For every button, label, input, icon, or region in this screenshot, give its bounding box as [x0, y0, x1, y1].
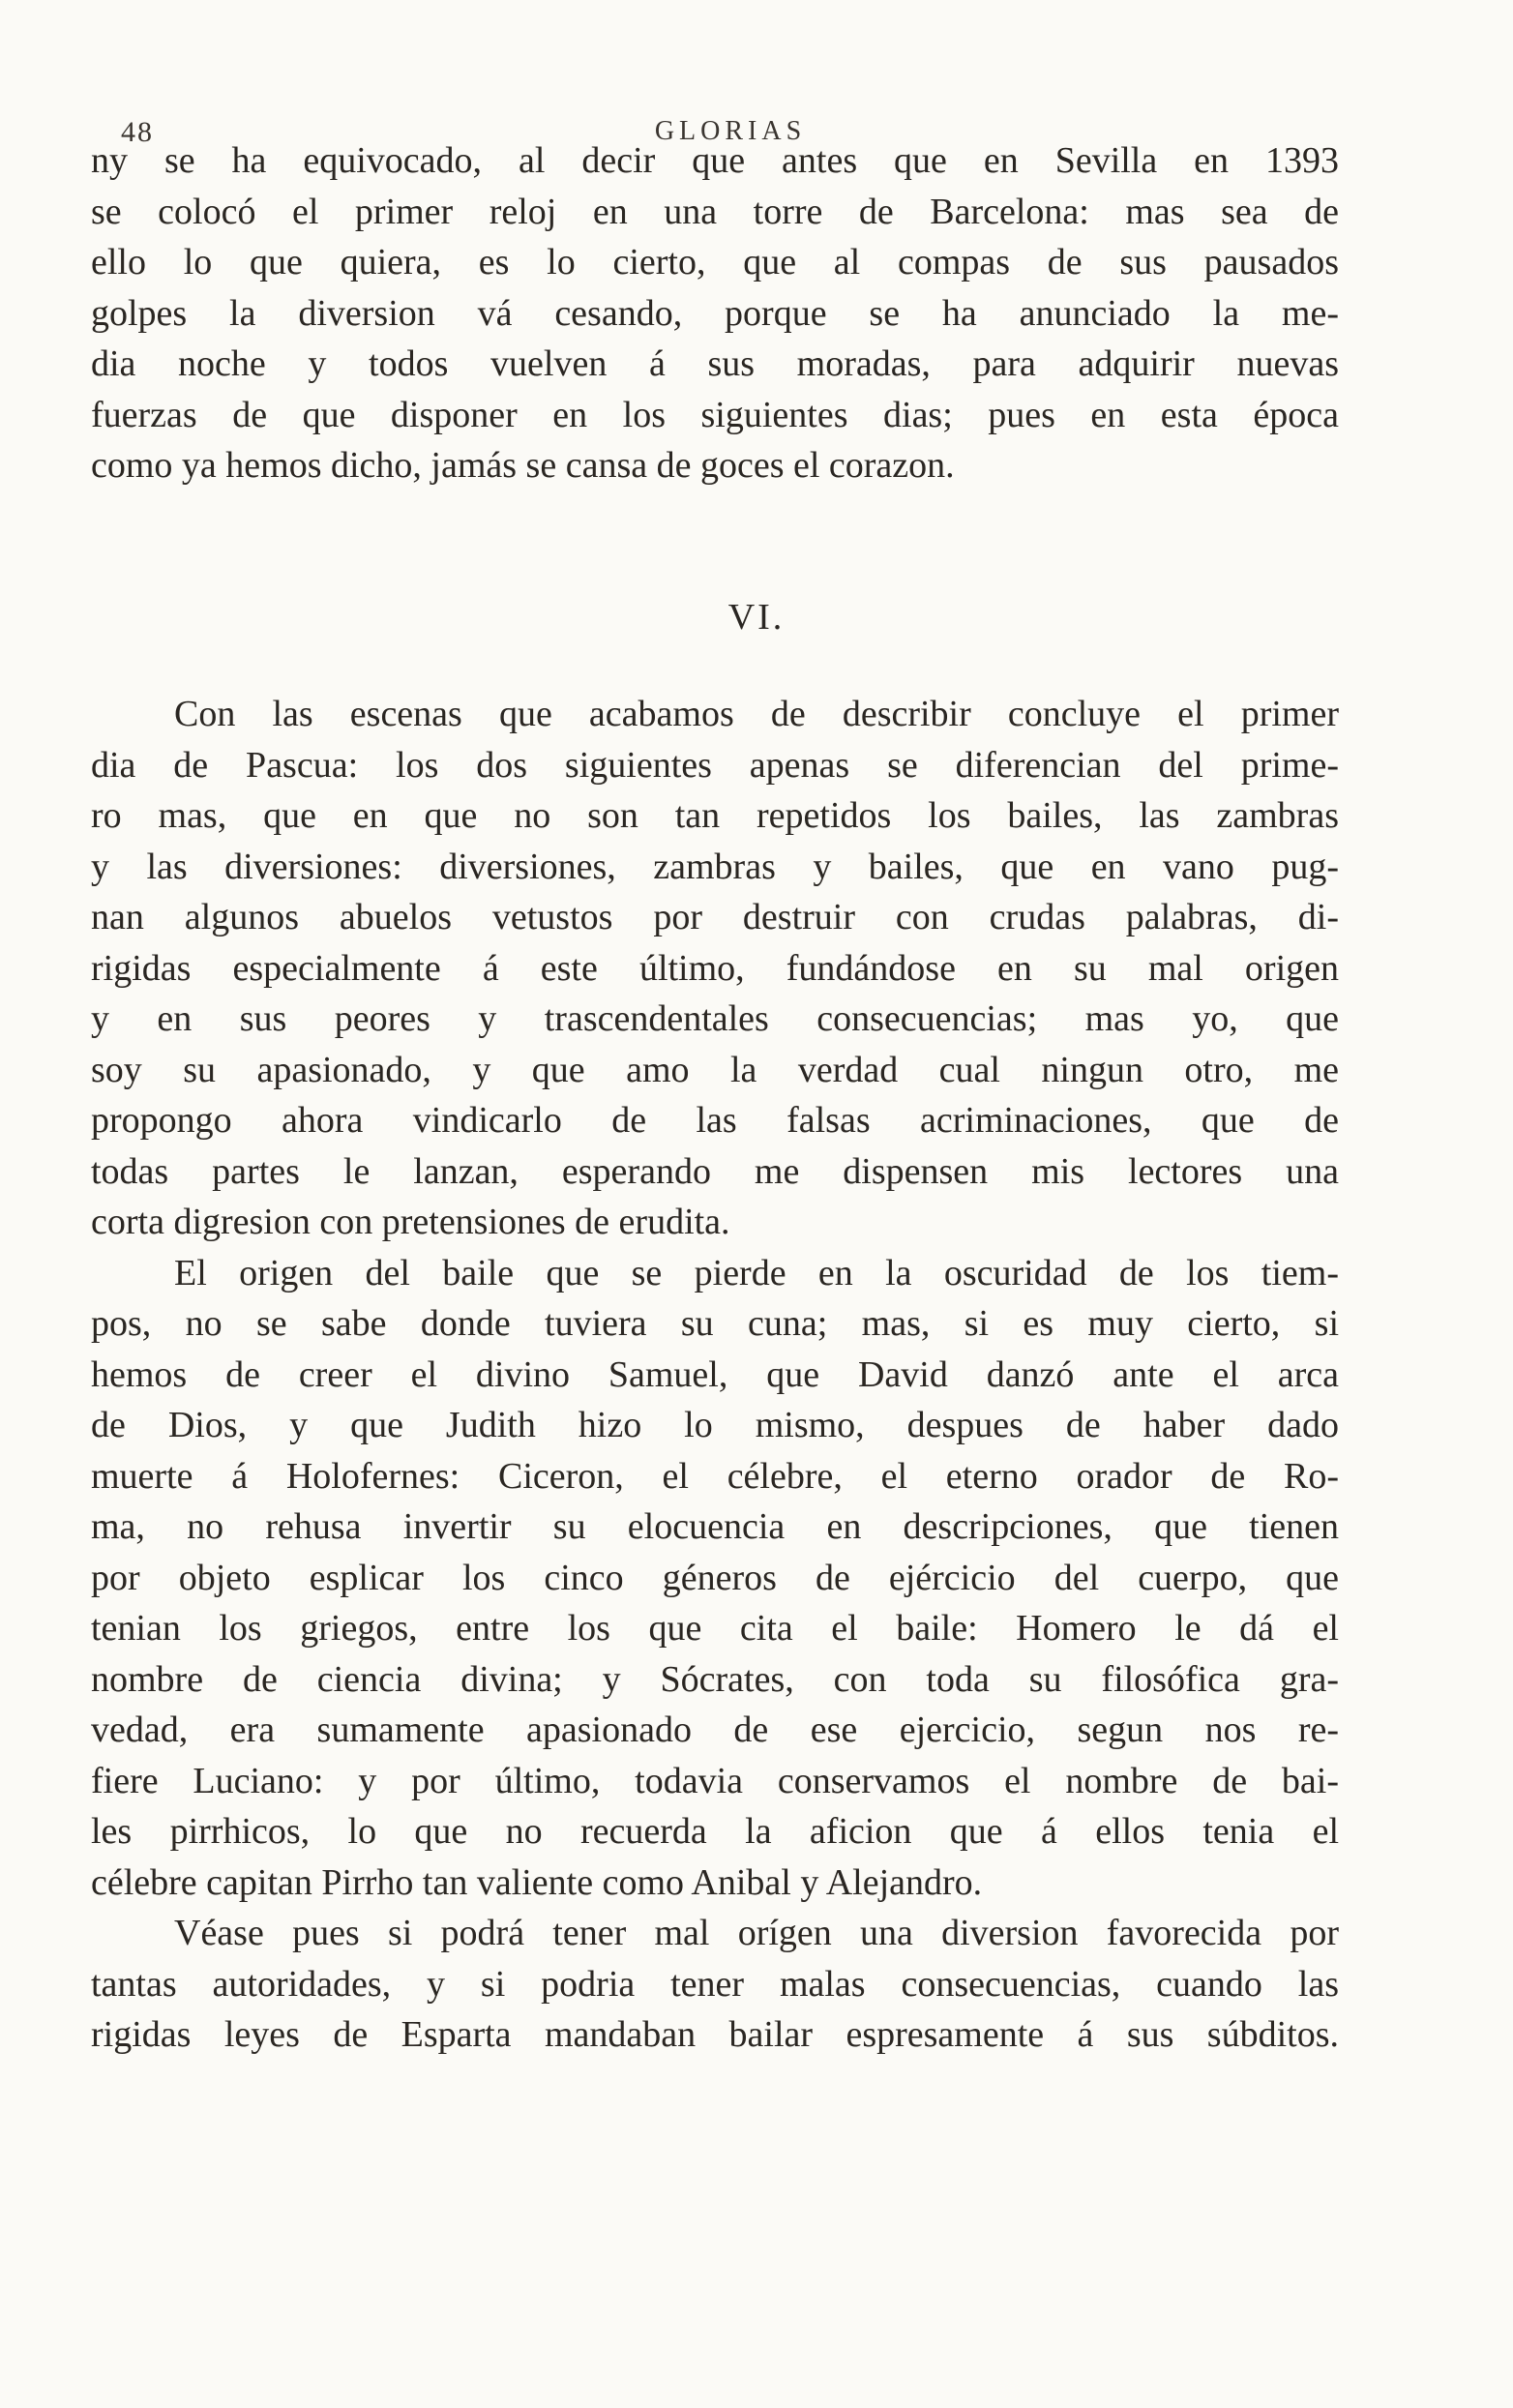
text-line: ro mas, que en que no son tan repetidos los bailes, las zambras: [91, 795, 1339, 836]
text-line: y en sus peores y trascendentales consecuencias; mas yo, que: [91, 998, 1339, 1039]
text-line: tenian los griegos, entre los que cita el baile: Homero le dá el: [91, 1608, 1339, 1649]
text-line: todas partes le lanzan, esperando me dispensen mis lectores una: [91, 1150, 1339, 1192]
text-line: rigidas especialmente á este último, fundándose en su mal origen: [91, 947, 1339, 989]
text-line: de Dios, y que Judith hizo lo mismo, despues de haber dado: [91, 1405, 1339, 1445]
text-line: vedad, era sumamente apasionado de ese ejercicio, segun nos re-: [91, 1709, 1339, 1750]
page-number: 48: [121, 116, 154, 148]
text-line: ny se ha equivocado, al decir que antes que en Sevilla en 1393: [91, 140, 1339, 181]
text-line: tantas autoridades, y si podria tener malas consecuencias, cuando las: [91, 1963, 1339, 2005]
paragraph-4: [91, 1908, 1339, 2061]
text-line: por objeto esplicar los cinco géneros de ejércicio del cuerpo, que: [91, 1557, 1339, 1598]
paragraph-3: [91, 1248, 1339, 1909]
text-line: ma, no rehusa invertir su elocuencia en descripciones, que tienen: [91, 1506, 1339, 1547]
body-text: [91, 689, 1339, 2061]
section-heading: VI.: [727, 597, 786, 638]
text-line: El origen del baile que se pierde en la oscuridad de los tiem-: [174, 1252, 1339, 1293]
text-line: como ya hemos dicho, jamás se cansa de goces el corazon.: [91, 445, 955, 486]
text-line: Véase pues si podrá tener mal orígen una diversion favorecida por: [174, 1913, 1339, 1953]
text-line: Con las escenas que acabamos de describir concluye el primer: [174, 694, 1339, 734]
text-line: corta digresion con pretensiones de erudita.: [91, 1202, 730, 1242]
text-line: fuerzas de que disponer en los siguientes dias; pues en esta época: [91, 394, 1339, 435]
text-line: pos, no se sabe donde tuviera su cuna; mas, si es muy cierto, si: [91, 1303, 1339, 1344]
text-line: les pirrhicos, lo que no recuerda la aficion que á ellos tenia el: [91, 1811, 1339, 1852]
text-line: hemos de creer el divino Samuel, que David danzó ante el arca: [91, 1353, 1339, 1395]
text-line: y las diversiones: diversiones, zambras y bailes, que en vano pug-: [91, 846, 1339, 887]
paragraph-2: [91, 689, 1339, 1248]
text-line: nombre de ciencia divina; y Sócrates, con toda su filosófica gra-: [91, 1658, 1339, 1700]
text-line: fiere Luciano: y por último, todavia conservamos el nombre de bai-: [91, 1760, 1339, 1801]
text-line: se colocó el primer reloj en una torre de Barcelona: mas sea de: [91, 191, 1339, 232]
text-line: dia noche y todos vuelven á sus moradas, para adquirir nuevas: [91, 343, 1339, 384]
text-line: célebre capitan Pirrho tan valiente como Anibal y Alejandro.: [91, 1861, 983, 1903]
text-line: muerte á Holofernes: Ciceron, el célebre, el eterno orador de Ro-: [91, 1455, 1339, 1497]
text-line: propongo ahora vindicarlo de las falsas acriminaciones, que de: [91, 1100, 1339, 1141]
running-title: GLORIAS: [654, 116, 807, 146]
text-line: golpes la diversion vá cesando, porque se ha anunciado la me-: [91, 292, 1339, 334]
text-line: soy su apasionado, y que amo la verdad cual ningun otro, me: [91, 1049, 1339, 1090]
paragraph-1: [91, 135, 1339, 491]
text-line: rigidas leyes de Esparta mandaban bailar espresamente á sus súbditos.: [91, 2014, 1339, 2055]
text-line: dia de Pascua: los dos siguientes apenas se diferencian del prime-: [91, 744, 1339, 786]
text-line: ello lo que quiera, es lo cierto, que al compas de sus pausados: [91, 242, 1339, 282]
text-line: nan algunos abuelos vetustos por destruir con crudas palabras, di-: [91, 897, 1339, 937]
